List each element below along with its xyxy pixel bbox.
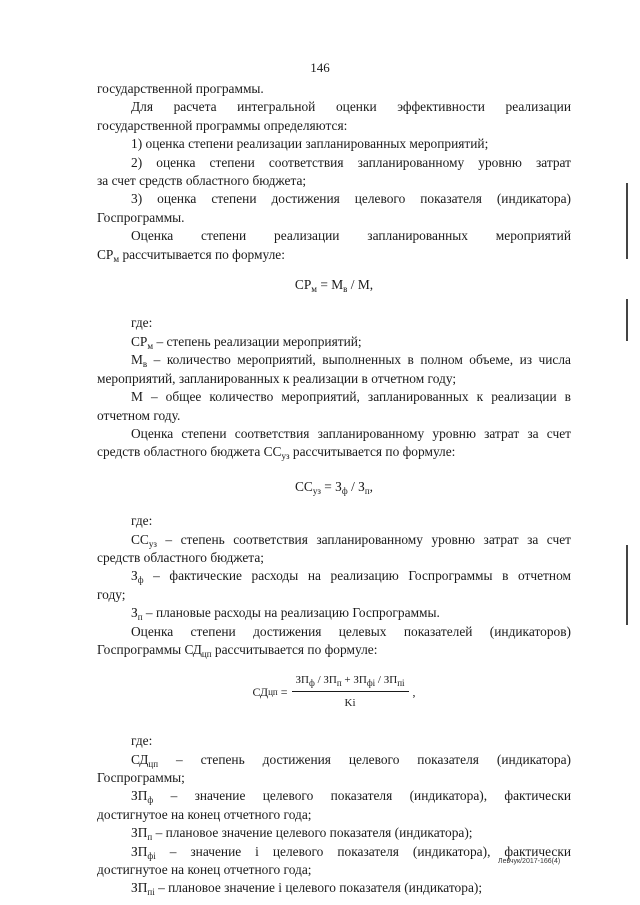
definition-line: М – общее количество мероприятий, запланированных к реализации в: [131, 389, 571, 405]
text-line: достигнутое на конец отчетного года;: [97, 862, 312, 878]
text-line: Оценка степени соответствия запланированному уровню затрат за счет: [131, 425, 571, 441]
definition-line: $СС_{уз}$ – степень соответствия запланированному уровню затрат за счет: [131, 531, 571, 549]
formula-sr: $СР_м = М_в / М$,: [294, 277, 374, 295]
footer-code: Левчук/2017-166(4): [498, 858, 561, 865]
text-line: Для расчета интегральной оценки эффективности реализации: [131, 99, 571, 115]
definition-line: $СР_м$ – степень реализации мероприятий;: [131, 333, 362, 351]
text-line: за счет средств областного бюджета;: [97, 173, 307, 189]
definition-line: $ЗП_ф$ – значение целевого показателя (индикатора), фактически: [131, 788, 571, 806]
definition-line: $З_п$ – плановые расходы на реализацию Госпрограммы.: [131, 605, 440, 623]
scan-edge-mark: [626, 299, 628, 341]
text-line: где:: [131, 733, 153, 749]
text-line: Госпрограммы.: [97, 209, 185, 225]
text-line: Оценка степени реализации запланированных мероприятий: [131, 228, 571, 244]
formula-fraction: [292, 671, 409, 712]
text-line: государственной программы.: [97, 81, 264, 96]
definition-line: $ЗП_{фi}$ – значение i целевого показателя (индикатора), фактически: [131, 843, 571, 861]
text-line: Госпрограммы $СД_{цп}$ рассчитывается по формуле:: [97, 641, 378, 659]
text-line: где:: [131, 315, 153, 331]
text-line: средств областного бюджета $СС_{уз}$ рассчитывается по формуле:: [97, 444, 456, 462]
text-line: году;: [97, 586, 126, 602]
formula-ss: $СС_{уз} = З_ф / З_п$,: [294, 478, 374, 496]
text-line: мероприятий, запланированных к реализации в отчетном году;: [97, 370, 457, 386]
text-line: где:: [131, 513, 153, 529]
definition-line: $З_ф$ – фактические расходы на реализацию Госпрограммы в отчетном: [131, 568, 571, 586]
list-item: 1) оценка степени реализации запланированных мероприятий;: [131, 136, 489, 152]
text-line: достигнутое на конец отчетного года;: [97, 806, 312, 822]
list-item: 3) оценка степени достижения целевого показателя (индикатора): [131, 191, 571, 207]
fraction-numerator: $ЗП_ф / ЗП_п + ЗП_{фi} / ЗП_{пi}$: [292, 671, 409, 691]
fraction-denominator: Ki: [344, 696, 356, 709]
scan-edge-mark: [626, 545, 628, 625]
text-line: Госпрограммы;: [97, 770, 185, 785]
definition-line: $ЗП_{пi}$ – плановое значение i целевого показателя (индикатора);: [131, 880, 483, 898]
page-number: 146: [310, 60, 330, 75]
formula-sd: СД цп = $\frac{ЗП_ф / ЗП_п + ЗП_{фi} / ЗП_{пi}}{Ki}$ ,: [97, 671, 571, 712]
text-line: Оценка степени достижения целевых показателей (индикаторов): [131, 623, 571, 639]
definition-line: $СД_{цп}$ – степень достижения целевого показателя (индикатора): [131, 751, 571, 769]
text-line: отчетном году.: [97, 407, 181, 423]
document-body: [97, 80, 571, 898]
text-line: государственной программы определяются:: [97, 117, 348, 133]
text-line: $СР_м$ рассчитывается по формуле:: [97, 246, 285, 264]
definition-line: $М_в$ – количество мероприятий, выполненных в полном объеме, из числа: [131, 352, 571, 370]
definition-line: $ЗП_п$ – плановое значение целевого показателя (индикатора);: [131, 825, 473, 843]
scan-edge-mark: [626, 183, 628, 259]
list-item: 2) оценка степени соответствия запланированному уровню затрат: [131, 154, 571, 170]
text-line: средств областного бюджета;: [97, 549, 264, 565]
